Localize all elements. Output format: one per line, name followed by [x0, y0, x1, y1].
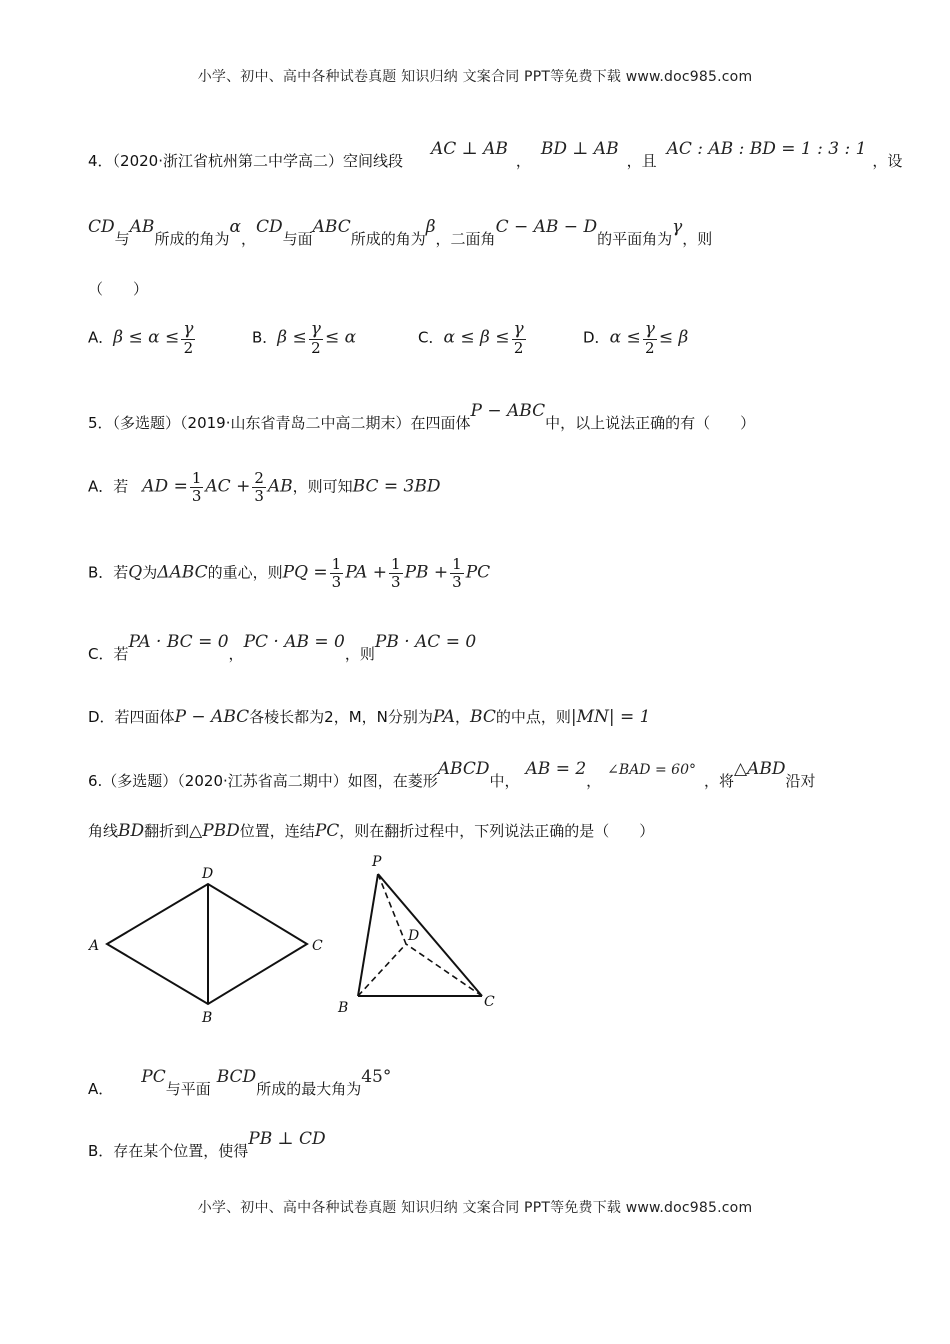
label-a: A [89, 938, 100, 954]
q4-option-a: A．β ≤ α ≤ $\frac{\gamma}{2}$ [88, 319, 194, 357]
edge-pc [378, 874, 482, 996]
q4-math-gamma: γ [672, 217, 683, 237]
label-c: C [312, 938, 323, 954]
page-header: 小学、初中、高中各种试卷真题 知识归纳 文案合同 PPT等免费下载 www.doc985.com [197, 69, 753, 85]
edge-pd-hidden [378, 874, 406, 944]
q4-option-c: C．α ≤ β ≤ $\frac{\gamma}{2}$ [418, 319, 524, 357]
q5-option-b: B．若Q为ΔABC的重心，则PQ = $\frac{1}{3}$ PA + $\frac{1}{3}$ PB + $\frac{1}{3}$ PC [88, 555, 491, 591]
q6-option-a: A．PC与平面BCD所成的最大角为45° [88, 1067, 392, 1098]
q4-math-alpha: α [229, 217, 241, 237]
q6-option-b: B．存在某个位置，使得PB ⊥ CD [88, 1129, 326, 1160]
q4-source: （2020·浙江省杭州第二中学高二）空间线段 [112, 152, 403, 170]
q5-stem: 5．（多选题）（2019·山东省青岛二中高二期末）在四面体P − ABC中，以上说法正确的有（ ） [88, 401, 756, 432]
q4-math-beta: β [425, 217, 436, 237]
q4-math-ac-perp-ab: AC ⊥ AB [431, 139, 508, 159]
label-d: D [202, 866, 214, 882]
label-b: B [338, 1000, 349, 1016]
q4-math-cd: CD [88, 217, 115, 237]
q4-line1: 4．（2020·浙江省杭州第二中学高二）空间线段AC ⊥ AB，BD ⊥ AB，且AC : AB : BD = 1 : 3 : 1，设 [88, 139, 903, 170]
tetrahedron-figure [330, 850, 510, 1022]
q6-stem-line2: 角线BD翻折到△PBD位置，连结PC，则在翻折过程中，下列说法正确的是（ ） [88, 821, 655, 841]
q5-option-a: A．若 AD = $\frac{1}{3}$ AC + $\frac{2}{3}$ AB，则可知BC = 3BD [88, 469, 441, 505]
q4-math-ratio: AC : AB : BD = 1 : 3 : 1 [666, 139, 867, 159]
rhombus-figure [85, 862, 335, 1030]
label-c: C [484, 994, 495, 1010]
q4-frac-gamma-2: $\frac{\gamma}{2}$ [183, 319, 194, 357]
q5-math-tetra: P − ABC [470, 401, 546, 421]
q4-answer-paren: （ ） [88, 280, 149, 298]
q5-option-c: C．若PA · BC = 0，PC · AB = 0，则PB · AC = 0 [88, 632, 477, 663]
q4-math-dihedral: C − AB − D [495, 217, 598, 237]
q4-math-bd-perp-ab: BD ⊥ AB [540, 139, 619, 159]
q4-line2: CD与AB所成的角为α，CD与面ABC所成的角为β，二面角C − AB − D的平面角为γ，则 [88, 217, 713, 248]
q4-number: 4． [88, 152, 113, 170]
label-p: P [372, 854, 382, 870]
page-footer: 小学、初中、高中各种试卷真题 知识归纳 文案合同 PPT等免费下载 www.doc985.com [197, 1200, 753, 1216]
q5-option-d: D．若四面体P − ABC各棱长都为2，M，N分别为PA，BC的中点，则|MN| = 1 [88, 707, 651, 727]
q4-option-d: D．α ≤ $\frac{\gamma}{2}$ ≤ β [583, 319, 689, 357]
label-b: B [202, 1010, 213, 1026]
label-d: D [408, 928, 420, 944]
q6-stem-line1: 6.（多选题）（2020·江苏省高二期中）如图，在菱形ABCD中，AB = 2，∠BAD = 60°，将△ABD沿对 [88, 759, 816, 790]
q4-option-b: B．β ≤ $\frac{\gamma}{2}$ ≤ α [252, 319, 357, 357]
